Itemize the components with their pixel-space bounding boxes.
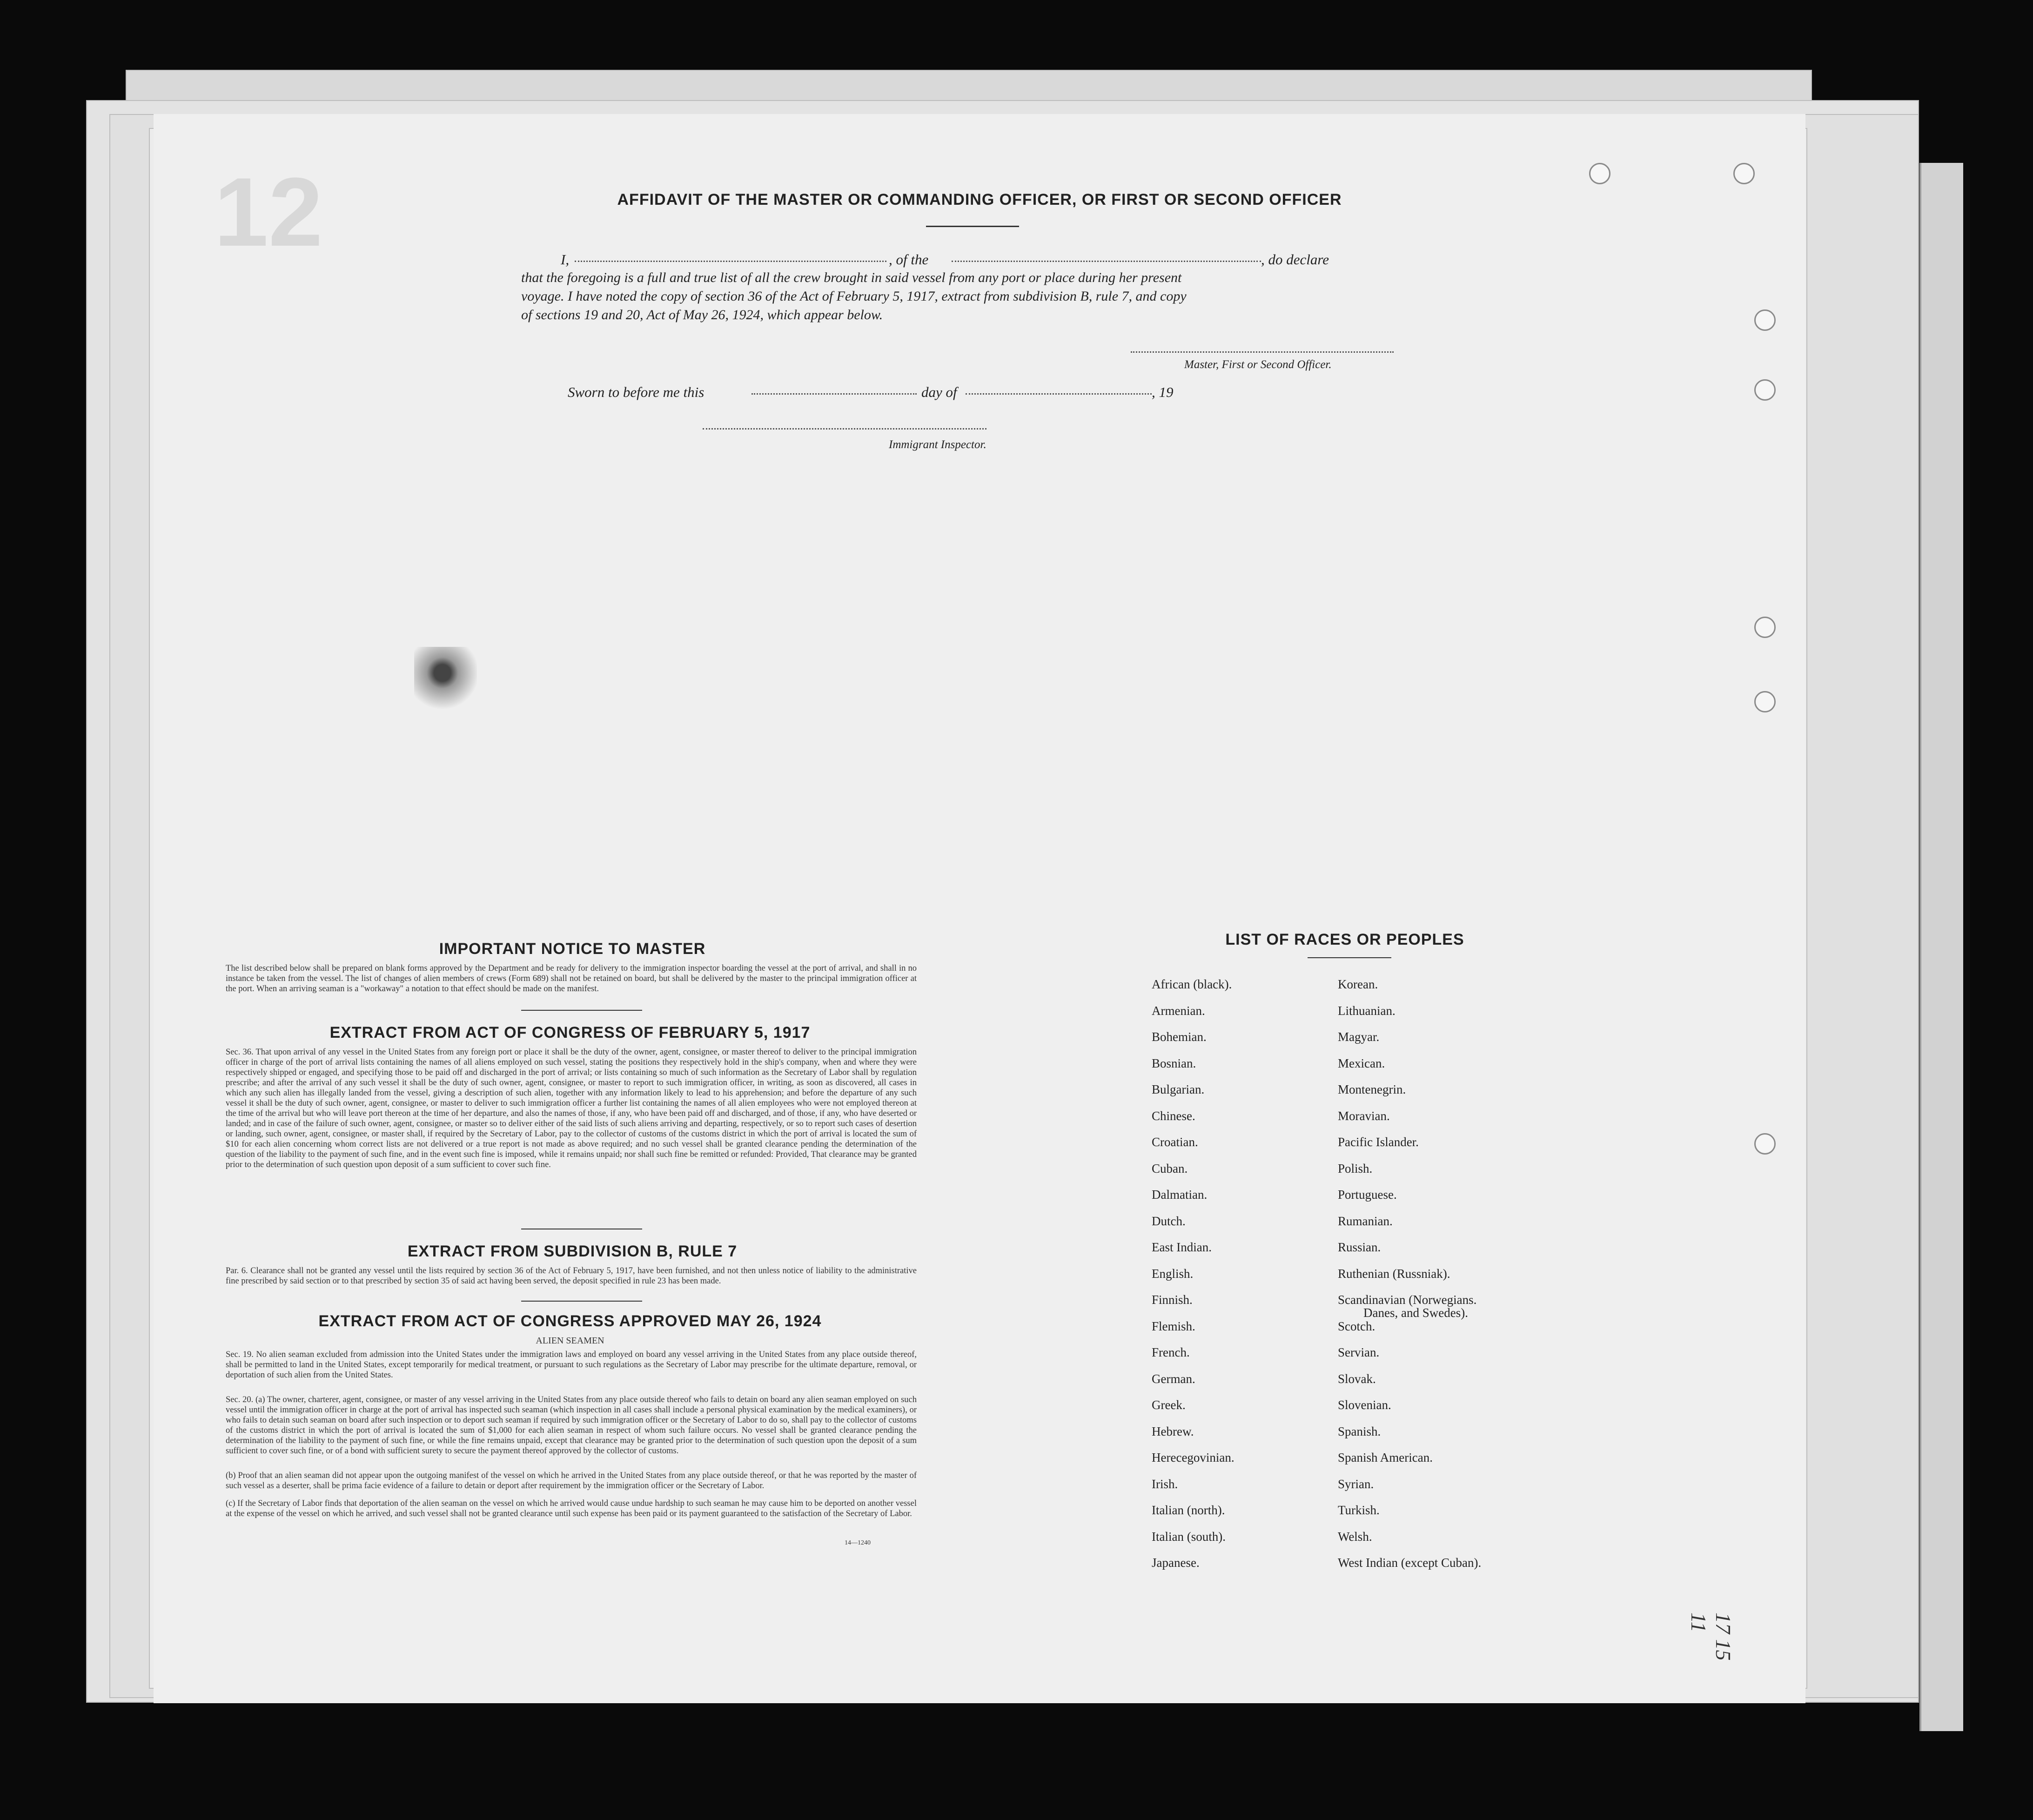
punch-hole bbox=[1754, 1133, 1776, 1155]
races-rule bbox=[1308, 957, 1391, 958]
notice-title: IMPORTANT NOTICE TO MASTER bbox=[439, 940, 706, 958]
of-the-label: , of the bbox=[889, 251, 929, 268]
race-item: Polish. bbox=[1338, 1161, 1373, 1175]
race-item: Portuguese. bbox=[1338, 1188, 1397, 1202]
section-rule bbox=[521, 1301, 642, 1302]
race-item: German. bbox=[1152, 1371, 1195, 1386]
form-number: 14—1240 bbox=[845, 1539, 871, 1546]
affidavit-line-3: voyage. I have noted the copy of section 36 of the Act of February 5, 1917, extract from subdivision B, rule 7, and copy bbox=[521, 289, 1187, 304]
race-item: Pacific Islander. bbox=[1338, 1135, 1419, 1149]
race-item: West Indian (except Cuban). bbox=[1338, 1556, 1482, 1570]
side-sheet-edge bbox=[1919, 163, 1963, 1731]
race-item: Flemish. bbox=[1152, 1319, 1195, 1333]
race-item: Syrian. bbox=[1338, 1477, 1374, 1491]
vessel-blank bbox=[952, 261, 1261, 262]
race-item: Moravian. bbox=[1338, 1108, 1390, 1123]
extract-1924-subtitle: ALIEN SEAMEN bbox=[536, 1336, 604, 1346]
race-item: Spanish American. bbox=[1338, 1451, 1433, 1464]
race-item: Welsh. bbox=[1338, 1529, 1372, 1544]
extract-rule7-body: Par. 6. Clearance shall not be granted any vessel until the lists required by section 36 of the Act of February 5, 1917, have been furnished, and not then unless notice of liability to the administrative fine prescribed by said section or to that prescribed by section 35 of said act having been served, the deposit specified in rule 23 has been made. bbox=[226, 1266, 917, 1286]
title-rule bbox=[926, 226, 1019, 227]
punch-hole bbox=[1733, 163, 1755, 184]
section-rule bbox=[521, 1010, 642, 1011]
races-title: LIST OF RACES OR PEOPLES bbox=[1225, 931, 1464, 948]
extract-rule7-title: EXTRACT FROM SUBDIVISION B, RULE 7 bbox=[407, 1242, 738, 1260]
race-item: Italian (south). bbox=[1152, 1529, 1226, 1544]
race-item: Greek. bbox=[1152, 1398, 1186, 1412]
race-item: Japanese. bbox=[1152, 1556, 1200, 1570]
race-item: Dalmatian. bbox=[1152, 1188, 1208, 1202]
race-item: Scotch. bbox=[1338, 1319, 1375, 1333]
ink-blot bbox=[414, 647, 477, 712]
affidavit-page bbox=[154, 114, 1805, 1703]
sec-19-body: Sec. 19. No alien seaman excluded from admission into the United States under the immigration laws and employed on board any vessel arriving in the United States from any place outside thereof, shall be permitted to land in the United States, except temporarily for medical treatment, or pursuant to such regulations as the Secretary of Labor may prescribe for the ultimate departure, removal, or deportation of such alien from the United States. bbox=[226, 1350, 917, 1380]
year-label: , 19 bbox=[1152, 384, 1174, 400]
race-item: French. bbox=[1152, 1345, 1190, 1359]
race-item: Slovak. bbox=[1338, 1371, 1376, 1386]
race-item: Turkish. bbox=[1338, 1503, 1380, 1517]
affidavit-title: AFFIDAVIT OF THE MASTER OR COMMANDING OFFICER, OR FIRST OR SECOND OFFICER bbox=[617, 191, 1342, 208]
name-blank bbox=[575, 261, 886, 262]
race-item: Servian. bbox=[1338, 1345, 1380, 1359]
punch-hole bbox=[1754, 379, 1776, 401]
race-item: Finnish. bbox=[1152, 1293, 1193, 1307]
race-item: Korean. bbox=[1338, 977, 1378, 991]
race-item: Lithuanian. bbox=[1338, 1003, 1396, 1018]
margin-note: 17 15 11 bbox=[1687, 1612, 1735, 1661]
inspector-label: Immigrant Inspector. bbox=[889, 438, 986, 451]
affidavit-line-2: that the foregoing is a full and true list of all the crew brought in said vessel from any port or place during her present bbox=[521, 270, 1182, 285]
notice-body: The list described below shall be prepared on blank forms approved by the Department and be ready for delivery to the immigration inspector boarding the vessel at the port of arrival, and shall in no instance be taken from the vessel. The list of changes of alien members of crews (Form 689) shall not be retained on board, but shall be delivered by the master to the principal immigration officer at the port. When an arriving seaman is a "workaway" a notation to that effect should be made on the manifest. bbox=[226, 964, 917, 994]
race-item: Irish. bbox=[1152, 1477, 1178, 1491]
race-item: African (black). bbox=[1152, 977, 1232, 991]
race-item: Chinese. bbox=[1152, 1108, 1195, 1123]
extract-1917-title: EXTRACT FROM ACT OF CONGRESS OF FEBRUARY 5, 1917 bbox=[329, 1024, 811, 1041]
master-signature-line bbox=[1131, 351, 1394, 353]
race-item: Cuban. bbox=[1152, 1161, 1188, 1175]
race-item: Russian. bbox=[1338, 1240, 1381, 1254]
race-item: Dutch. bbox=[1152, 1214, 1186, 1228]
extract-1924-title: EXTRACT FROM ACT OF CONGRESS APPROVED MAY 26, 1924 bbox=[318, 1312, 822, 1330]
race-item: Herecegovinian. bbox=[1152, 1451, 1235, 1464]
race-item: Magyar. bbox=[1338, 1030, 1380, 1044]
race-item: Rumanian. bbox=[1338, 1214, 1393, 1228]
race-item: Montenegrin. bbox=[1338, 1082, 1406, 1096]
race-item: Danes, and Swedes). bbox=[1363, 1306, 1468, 1320]
declare-label: , do declare bbox=[1261, 251, 1329, 268]
race-item: Slovenian. bbox=[1338, 1398, 1391, 1412]
race-item: Bulgarian. bbox=[1152, 1082, 1205, 1096]
race-item: Bohemian. bbox=[1152, 1030, 1207, 1044]
sworn-label: Sworn to before me this bbox=[568, 384, 705, 400]
race-item: Mexican. bbox=[1338, 1056, 1385, 1070]
extract-1917-body: Sec. 36. That upon arrival of any vessel in the United States from any foreign port or place it shall be the duty of the owner, agent, consignee, or master thereof to deliver to the principal immigration officer in charge of the port of arrival lists containing the names of all aliens employed on such vessel, stating the positions they respectively hold in the ship's company, when and where they were respectively shipped or engaged, and specifying those to be paid off and discharged in the port of arrival; or lists containing so much of such information as the Secretary of Labor shall by regulation prescribe; and after the arrival of any such vessel it shall be the duty of such owner, agent, consignee, or master to report to such immigration officer, in writing, as soon as discovered, all cases in which any such alien has illegally landed from the vessel, giving a description of such alien, together with any information likely to lead to his apprehension; and before the departure of any such vessel it shall be the duty of such owner, agent, consignee, or master to deliver to such immigration officer a further list containing the names of all alien employees who were not employed thereon at the time of the arrival but who will leave port thereon at the time of her departure, and also the names of those, if any, who have been paid off and discharged, and of those, if any, who have deserted or landed; and in case of the failure of such owner, agent, consignee, or master so to deliver either of the said lists of such aliens arriving and departing, respectively, or so to report such cases of desertion or landing, such owner, agent, consignee, or master shall, if required by the Secretary of Labor, pay to the collector of customs of the customs district in which the port of arrival is located the sum of $10 for each alien concerning whom correct lists are not delivered or a true report is not made as above required; and no such vessel shall be granted clearance pending the determination of the question of the liability to the payment of such fine, and in the event such fine is imposed, while it remains unpaid; nor shall such fine be remitted or refunded: Provided, That clearance may be granted prior to the determination of such question upon deposit of a sum sufficient to cover such fine. bbox=[226, 1048, 917, 1169]
race-item: Ruthenian (Russniak). bbox=[1338, 1266, 1450, 1281]
punch-hole bbox=[1754, 309, 1776, 331]
sec-20c-body: (c) If the Secretary of Labor finds that deportation of the alien seaman on the vessel on which he arrived would cause undue hardship to such seaman he may cause him to be deported on another vessel at the expense of the vessel on which he arrived, and such vessel shall not be granted clearance until such expense has been paid or its payment guaranteed to the satisfaction of the Secretary of Labor. bbox=[226, 1499, 917, 1518]
punch-hole bbox=[1589, 163, 1610, 184]
master-signature-label: Master, First or Second Officer. bbox=[1184, 358, 1332, 371]
race-item: Italian (north). bbox=[1152, 1503, 1225, 1517]
day-of-label: day of bbox=[921, 384, 957, 400]
race-item: English. bbox=[1152, 1266, 1194, 1281]
race-item: Bosnian. bbox=[1152, 1056, 1196, 1070]
race-item: Armenian. bbox=[1152, 1003, 1205, 1018]
sec-20a-body: Sec. 20. (a) The owner, charterer, agent, consignee, or master of any vessel arriving in the United States from any place outside thereof who fails to detain on board any alien seaman employed on such vessel until the immigration officer in charge at the port of arrival has inspected such seaman (which inspection in all cases shall include a personal physical examination by the medical examiners), or who fails to detain such seaman on board after such inspection or to deport such seaman if required by such immigration officer or the Secretary of Labor to do so, shall pay to the collector of customs of the customs district in which the port of arrival is located the sum of $1,000 for each alien seaman in respect of whom such failure occurs. No vessel shall be granted clearance pending the determination of the liability to the payment of such fine, or while the fine remains unpaid, except that clearance may be granted prior to the determination of such question upon the deposit of a sum sufficient to cover such fine, or of a bond with sufficient surety to secure the payment thereof approved by the collector of customs. bbox=[226, 1395, 917, 1456]
page-mark: 12 bbox=[214, 157, 323, 267]
race-item: Croatian. bbox=[1152, 1135, 1198, 1149]
inspector-signature-line bbox=[703, 428, 986, 430]
race-item: Hebrew. bbox=[1152, 1424, 1194, 1438]
i-label: I, bbox=[561, 251, 570, 268]
punch-hole bbox=[1754, 691, 1776, 712]
race-item: Scandinavian (Norwegians. bbox=[1338, 1293, 1477, 1307]
sec-20b-body: (b) Proof that an alien seaman did not appear upon the outgoing manifest of the vessel on which he arrived in the United States from any place outside thereof, or that he was reported by the master of such vessel as a deserter, shall be prima facie evidence of a failure to detain or deport after requirement by the immigration officer or the Secretary of Labor. bbox=[226, 1471, 917, 1491]
race-item: Spanish. bbox=[1338, 1424, 1381, 1438]
day-blank bbox=[751, 393, 917, 395]
affidavit-line-4: of sections 19 and 20, Act of May 26, 1924, which appear below. bbox=[521, 307, 883, 322]
punch-hole bbox=[1754, 617, 1776, 638]
month-blank bbox=[966, 393, 1152, 395]
race-item: East Indian. bbox=[1152, 1240, 1212, 1254]
